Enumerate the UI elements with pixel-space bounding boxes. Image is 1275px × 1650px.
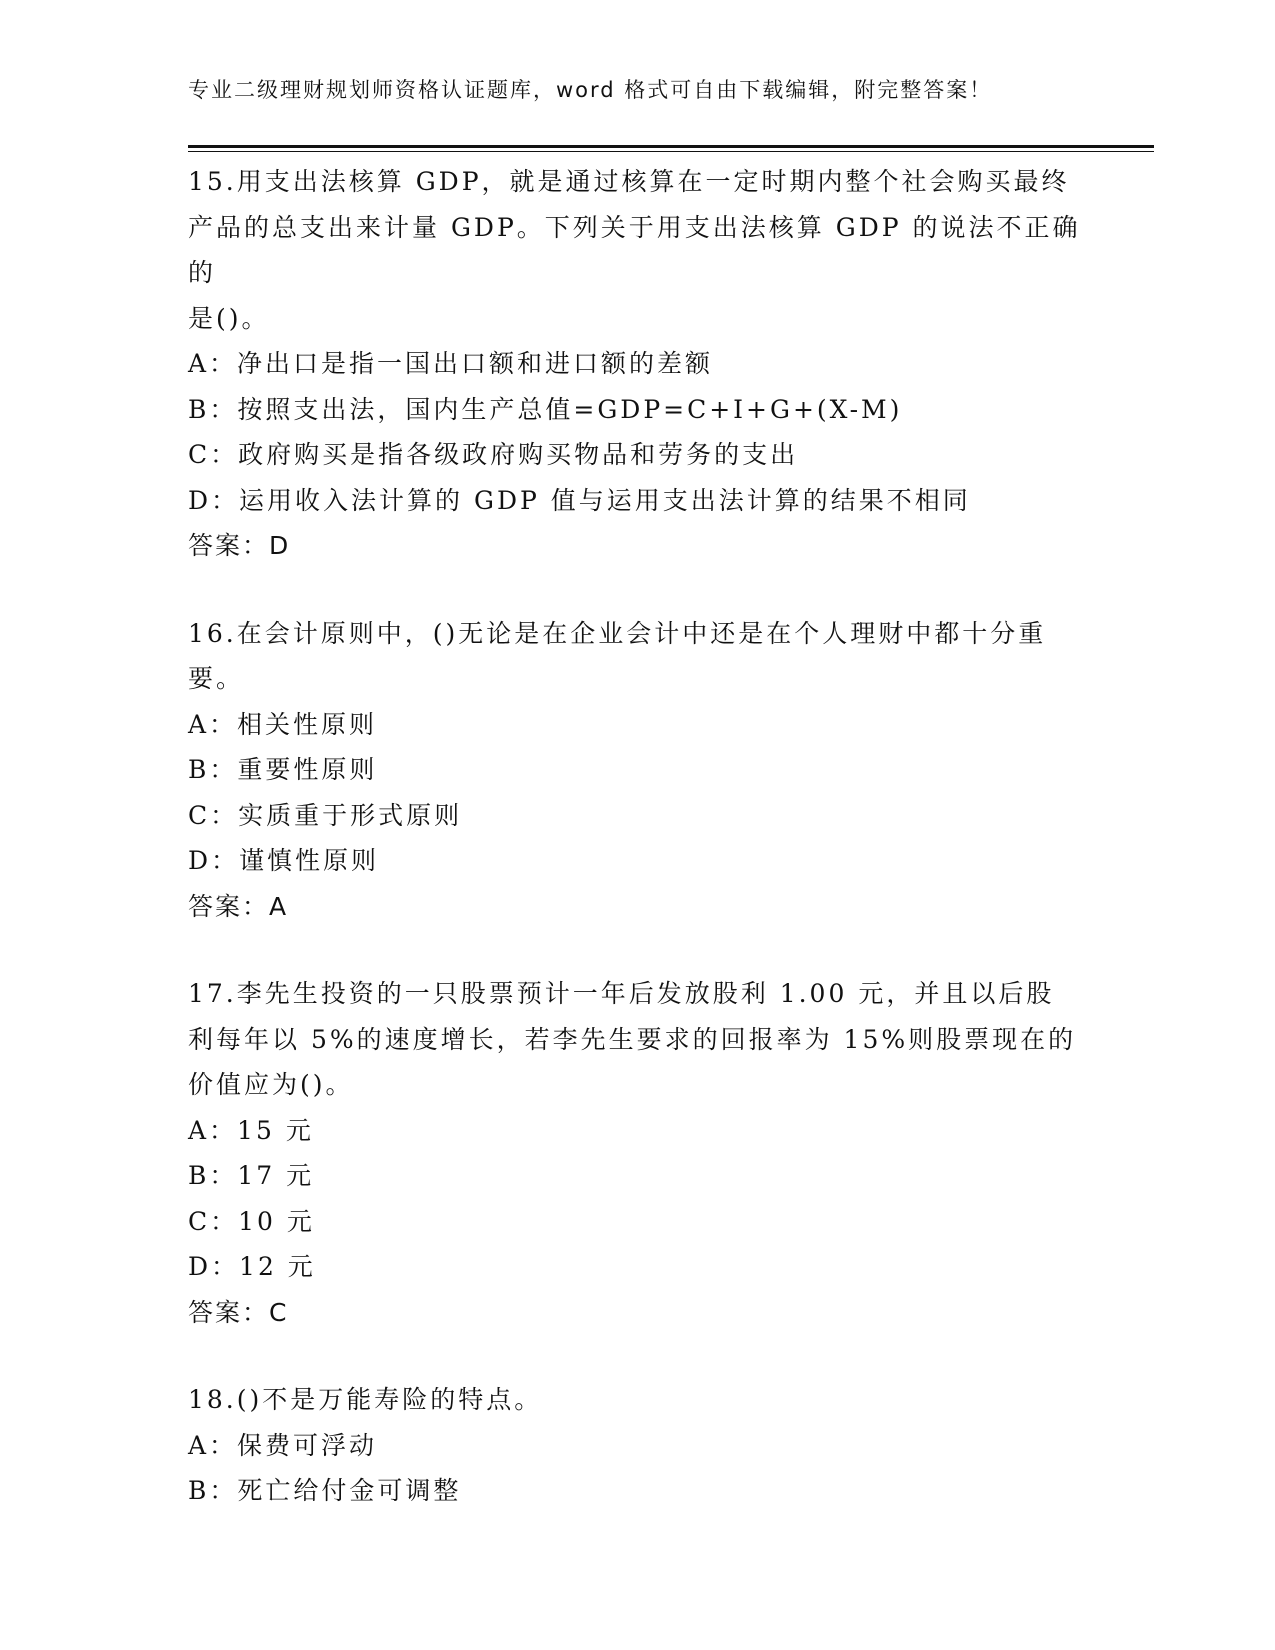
question-stem — [188, 1377, 1088, 1423]
option-a: A：15 元 — [188, 1115, 314, 1145]
question-16 — [188, 611, 1088, 930]
option-d: D：运用收入法计算的 GDP 值与运用支出法计算的结果不相同 — [188, 485, 971, 515]
option-b: B：17 元 — [188, 1161, 315, 1190]
answer: 答案：D — [188, 531, 291, 560]
stem-line: 17.李先生投资的一只股票预计一年后发放股利 1.00 元，并且以后股 — [188, 979, 1055, 1008]
option-c: C：政府购买是指各级政府购买物品和劳务的支出 — [188, 440, 799, 469]
option-a: A：相关性原则 — [188, 709, 378, 739]
stem-line: 16.在会计原则中，()无论是在企业会计中还是在个人理财中都十分重 — [188, 618, 1047, 648]
option-b: B：重要性原则 — [188, 755, 378, 784]
question-stem — [188, 971, 1088, 1108]
stem-line: 要。 — [188, 664, 245, 693]
question-stem — [188, 611, 1088, 702]
option-d: D：12 元 — [188, 1252, 316, 1281]
question-18 — [188, 1377, 1088, 1514]
question-stem — [188, 159, 1088, 341]
question-17 — [188, 971, 1088, 1335]
stem-line: 利每年以 5%的速度增长，若李先生要求的回报率为 15%则股票现在的 — [188, 1024, 1077, 1054]
answer: 答案：C — [188, 1297, 289, 1327]
option-b: B：按照支出法，国内生产总值=GDP=C+I+G+(X-M) — [188, 394, 903, 424]
option-b: B：死亡给付金可调整 — [188, 1476, 462, 1505]
stem-line: 产品的总支出来计量 GDP。下列关于用支出法核算 GDP 的说法不正确的 — [188, 212, 1081, 287]
option-a: A：净出口是指一国出口额和进口额的差额 — [188, 349, 714, 378]
question-15 — [188, 159, 1088, 569]
option-c: C：10 元 — [188, 1206, 315, 1236]
option-a: A：保费可浮动 — [188, 1430, 378, 1460]
stem-line: 价值应为()。 — [188, 1070, 354, 1099]
page-header: 专业二级理财规划师资格认证题库，word 格式可自由下载编辑，附完整答案！ — [188, 78, 993, 102]
answer: 答案：A — [188, 891, 289, 921]
stem-line: 是()。 — [188, 303, 270, 333]
question-list — [188, 159, 1088, 1556]
option-d: D：谨慎性原则 — [188, 846, 380, 875]
header-rule-thin — [188, 151, 1154, 152]
header-rule-thick — [188, 145, 1154, 148]
stem-line: 15.用支出法核算 GDP，就是通过核算在一定时期内整个社会购买最终 — [188, 167, 1070, 196]
stem-line: 18.()不是万能寿险的特点。 — [188, 1385, 543, 1414]
option-c: C：实质重于形式原则 — [188, 800, 463, 830]
